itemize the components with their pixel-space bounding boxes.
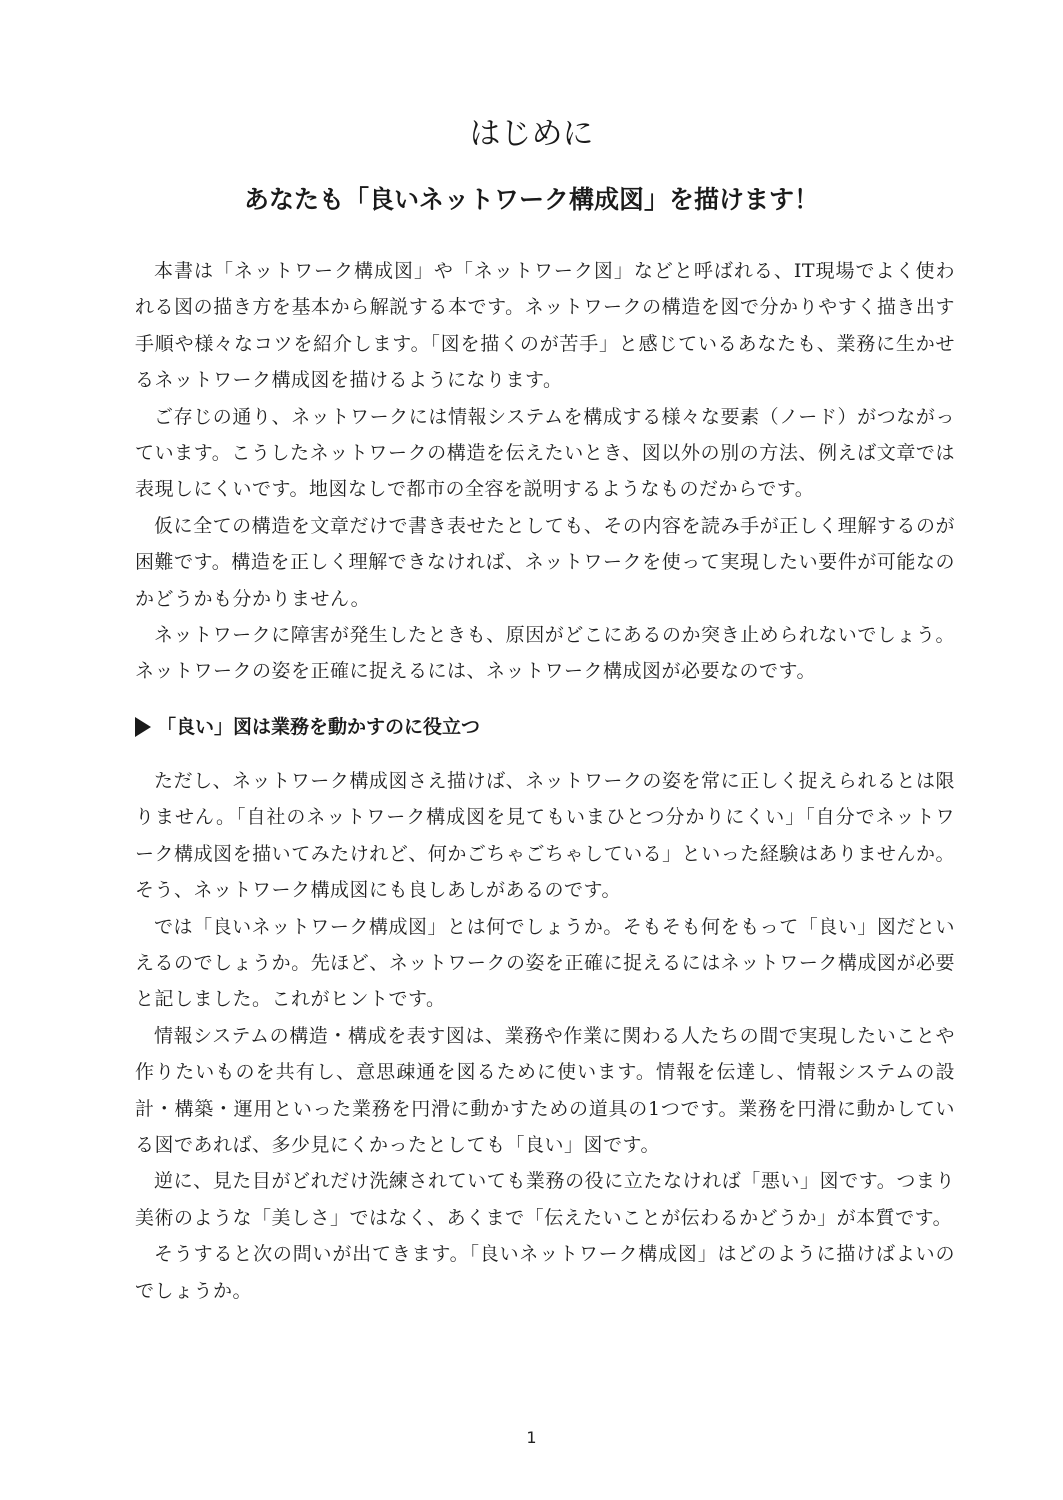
paragraph: ネットワークに障害が発生したときも、原因がどこにあるのか突き止められないでしょう。ネットワークの姿を正確に捉えるには、ネットワーク構成図が必要なのです。 [135, 624, 955, 683]
paragraph: 情報システムの構造・構成を表す図は、業務や作業に関わる人たちの間で実現したいことや作りたいものを共有し、意思疎通を図るために使います。情報を伝達し、情報システムの設計・構築・運用といった業務を円滑に動かすための道具の1つです。業務を円滑に動かしている図であれば、多少見にくかったとしても「良い」図です。 [135, 1024, 955, 1157]
paragraph: 仮に全ての構造を文章だけで書き表せたとしても、その内容を読み手が正しく理解するのが困難です。構造を正しく理解できなければ、ネットワークを使って実現したい要件が可能なのかどうかも分かりません。 [135, 514, 955, 610]
paragraph: ご存じの通り、ネットワークには情報システムを構成する様々な要素（ノード）がつながっています。こうしたネットワークの構造を伝えたいとき、図以外の別の方法、例えば文章では表現しにくいです。地図なしで都市の全容を説明するようなものだからです。 [135, 405, 955, 501]
paragraph: 逆に、見た目がどれだけ洗練されていても業務の役に立たなければ「悪い」図です。つまり美術のような「美しさ」ではなく、あくまで「伝えたいことが伝わるかどうか」が本質です。 [135, 1170, 955, 1229]
paragraph: そうすると次の問いが出てきます。「良いネットワーク構成図」はどのように描けばよいのでしょうか。 [135, 1243, 955, 1302]
paragraph: では「良いネットワーク構成図」とは何でしょうか。そもそも何をもって「良い」図だといえるのでしょうか。先ほど、ネットワークの姿を正確に捉えるにはネットワーク構成図が必要と記しました。これがヒントです。 [135, 915, 955, 1011]
page-subtitle: あなたも「良いネットワーク構成図」を描けます！ [243, 185, 819, 214]
page-title: はじめに [469, 116, 594, 152]
page-number: 1 [526, 1428, 537, 1447]
paragraph: ただし、ネットワーク構成図さえ描けば、ネットワークの姿を常に正しく捉えられるとは限りません。「自社のネットワーク構成図を見てもいまひとつ分かりにくい」「自分でネットワーク構成図を描いてみたけれど、何かごちゃごちゃしている」といった経験はありませんか。そう、ネットワーク構成図にも良しあしがあるのです。 [135, 770, 955, 902]
paragraph: 本書は「ネットワーク構成図」や「ネットワーク図」などと呼ばれる、IT現場でよく使われる図の描き方を基本から解説する本です。ネットワークの構造を図で分かりやすく描き出す手順や様々なコツを紹介します。「図を描くのが苦手」と感じているあなたも、業務に生かせるネットワーク構成図を描けるようになります。 [135, 260, 955, 392]
triangle-right-icon [133, 715, 153, 739]
section-text [135, 763, 955, 1309]
section-heading [133, 709, 953, 745]
intro-text [135, 253, 955, 690]
section-heading-text: 「良い」図は業務を動かすのに役立つ [157, 716, 481, 738]
